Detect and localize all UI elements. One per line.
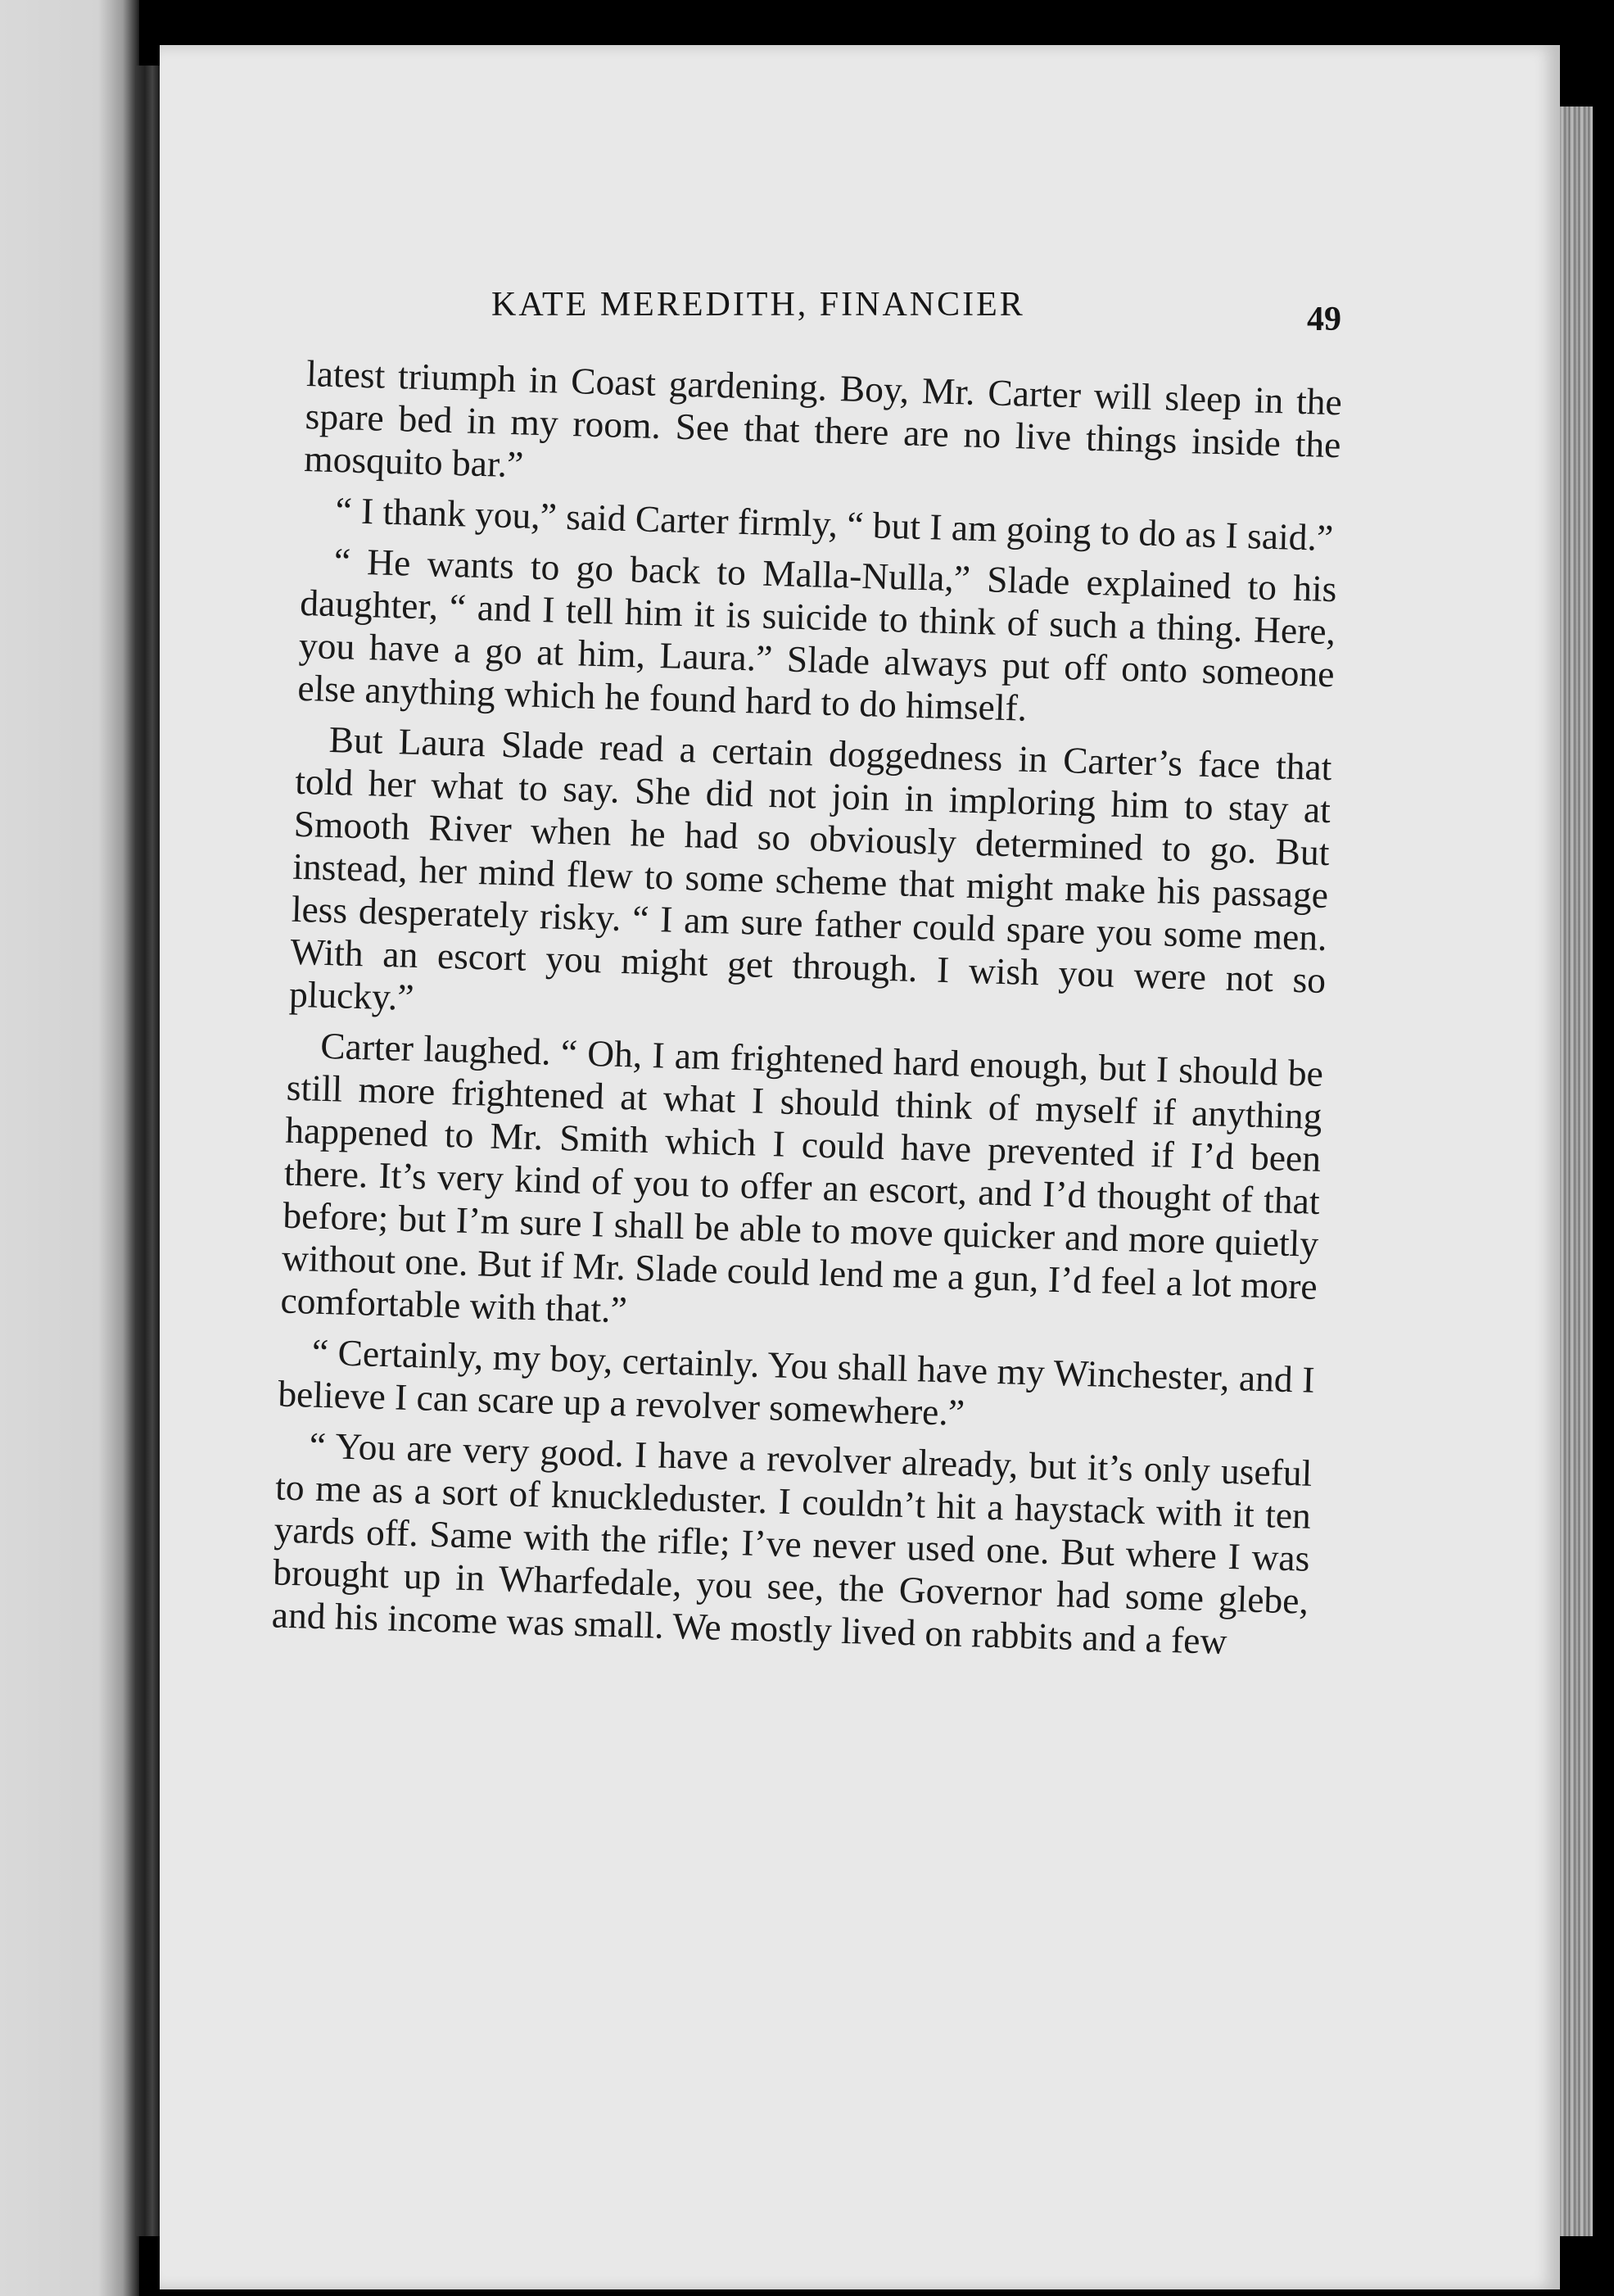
paragraph: “ I thank you,” said Carter firmly, “ but I am going to do as I said.”: [334, 489, 1334, 559]
page-edges: [1560, 106, 1593, 2236]
paragraph: “ He wants to go back to Malla-Nulla,” Slade explained to his daughter, “ and I tell him it is suicide to think of such a thing. Here, you have a go at him, Laura.” Slade always put off onto someone else anything which he found hard to do himself.: [296, 540, 1338, 729]
book-left-edge: [0, 0, 139, 2296]
paragraph: latest triumph in Coast gardening. Boy, Mr. Carter will sleep in the spare bed in my room. See that there are no live things inside the mosquito bar.”: [303, 352, 1343, 486]
page-number: 49: [1307, 301, 1341, 338]
paragraph: Carter laughed. “ Oh, I am frightened hard enough, but I should be still more frightened at what I should think of myself if anything happened to Mr. Smith which I could have prevented if I’d been there. It’s very kind of you to offer an escort, and I’d thought of that before; but I’m sure I shall be able to move quicker and more quietly without one. But if Mr. Slade could lend me a gun, I’d feel a lot more comfortable with that.”: [279, 1024, 1324, 1331]
paragraph: “ Certainly, my boy, certainly. You shall have my Winchester, and I believe I can scare up a revolver somewhere.”: [277, 1330, 1316, 1433]
book-spine-shadow: [135, 66, 160, 2236]
running-title: KATE MEREDITH, FINANCIER: [491, 286, 1025, 324]
body-text: [271, 352, 1342, 1665]
paragraph: But Laura Slade read a certain doggedness in Carter’s face that told her what to say. She did not join in imploring him to stay at Smooth River when he had so obviously determined to go. But instead, her mind flew to some scheme that might make his passage less desperately risky. “ I am sure father could spare you some men. With an escort you might get through. I wish you were not so plucky.”: [288, 718, 1333, 1018]
paragraph: “ You are very good. I have a revolver already, but it’s only useful to me as a sort of knuckleduster. I couldn’t hit a haystack with it ten yards off. Same with the rifle; I’ve never used one. But where I was brought up in Wharfedale, you see, the Governor had some glebe, and his income was small. We mostly lived on rabbits and a few: [271, 1424, 1313, 1662]
